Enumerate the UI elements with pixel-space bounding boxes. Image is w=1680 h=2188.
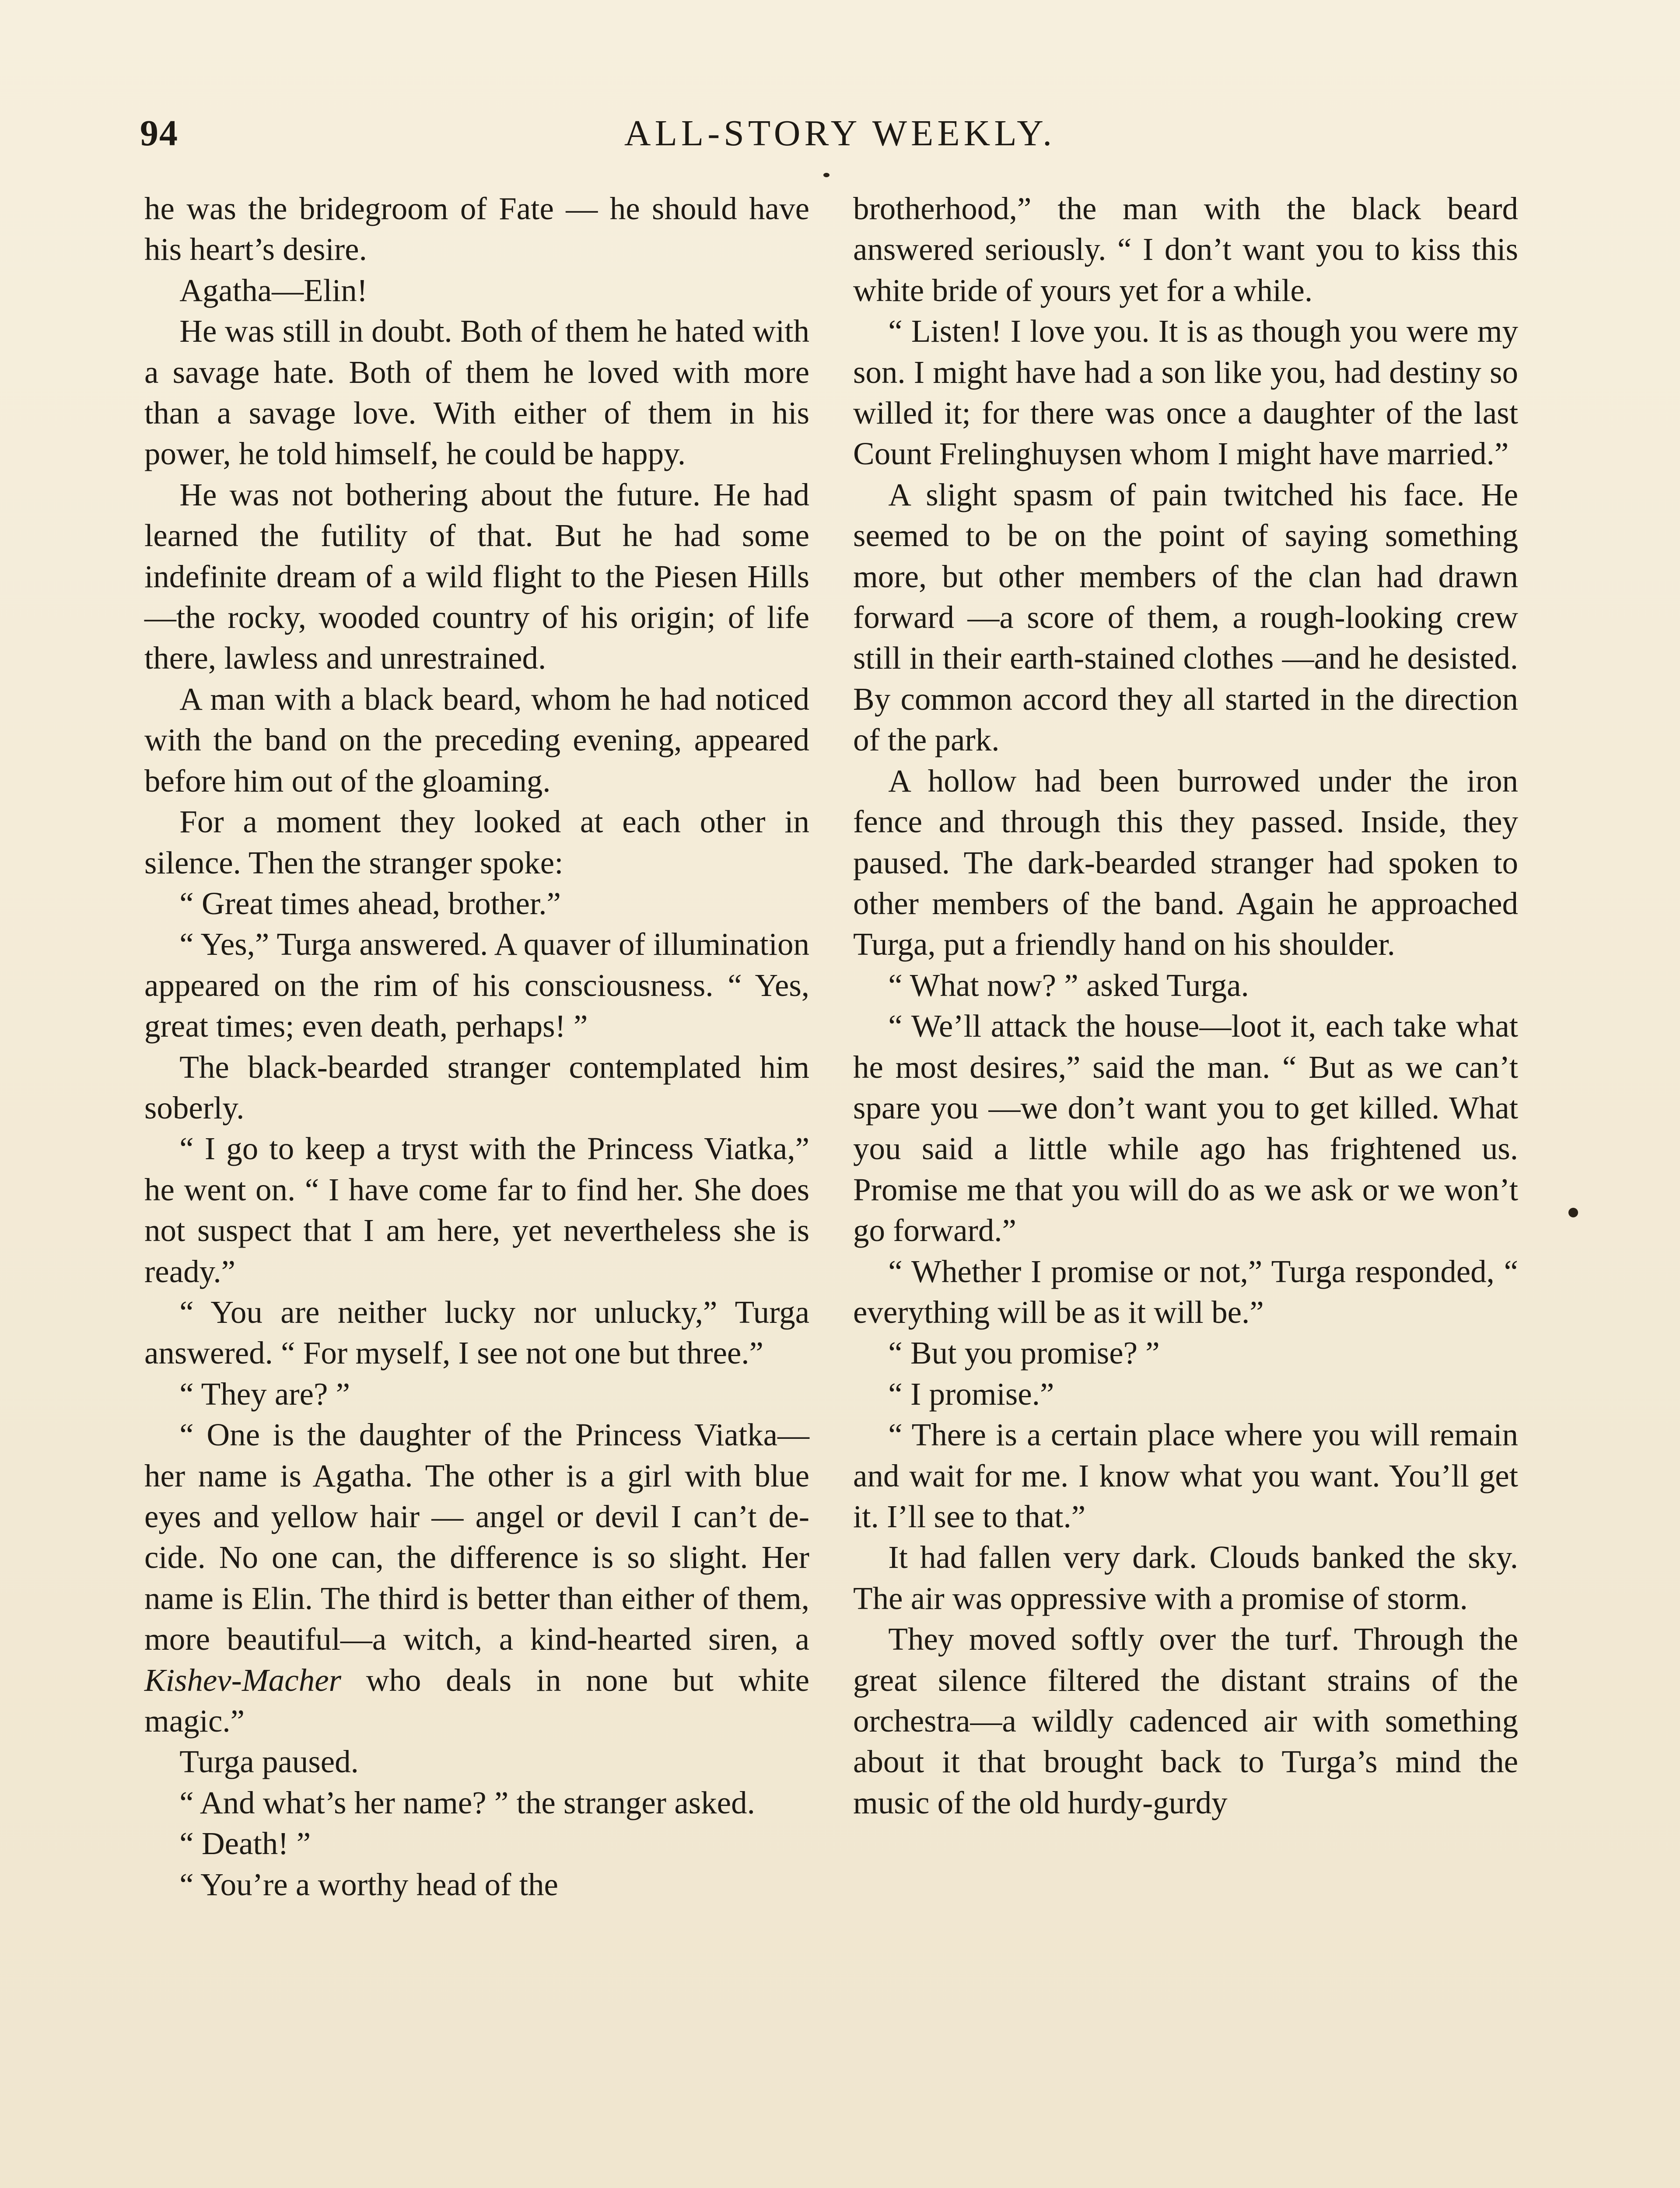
paragraph: “ There is a certain place where you will remain and wait for me. I know what you want. You’ll get it. I’ll see to that.” <box>853 1417 1518 1534</box>
paragraph: The black-bearded stranger contemplated him soberly. <box>144 1049 809 1126</box>
paragraph: “ Whether I promise or not,” Turga responded, “ everything will be as it will be.” <box>853 1253 1518 1330</box>
paragraph: he was the bridegroom of Fate — he should have his heart’s desire. <box>144 191 809 267</box>
paragraph: Turga paused. <box>179 1744 359 1780</box>
paragraph: “ I promise.” <box>888 1376 1054 1412</box>
paragraph: For a moment they looked at each other in silence. Then the stranger spoke: <box>144 804 809 880</box>
paragraph: He was not bothering about the future. He had learned the futility of that. But he had some indefinite dream of a wild flight to the Piesen Hills—the rocky, wooded country of his origin; of life there, lawless and unrestrained. <box>144 477 809 676</box>
paragraph: “ They are? ” <box>179 1376 350 1412</box>
paragraph <box>144 1414 809 1741</box>
paragraph: “ You are neither lucky nor unlucky,” Turga answered. “ For myself, I see not one but three.” <box>144 1294 809 1371</box>
paragraph: “ But you promise? ” <box>888 1335 1160 1371</box>
paragraph: “ Listen! I love you. It is as though you were my son. I might have had a son like you, had destiny so willed it; for there was once a daughter of the last Count Frelinghuysen whom I might have married.” <box>853 313 1518 472</box>
page-header <box>140 109 1540 175</box>
paragraph: “ Great times ahead, brother.” <box>179 885 561 921</box>
paragraph: “ You’re a worthy head of the <box>179 1866 558 1902</box>
ink-speck <box>1568 1208 1578 1217</box>
paragraph: “ And what’s her name? ” the stranger asked. <box>179 1785 755 1820</box>
paragraph: They moved softly over the turf. Through the great silence filtered the distant strains of the orchestra—a wildly cadenced air with something about it that brought back to Turga’s mind the music of the old hurdy-gurdy <box>853 1621 1518 1820</box>
paragraph: “ We’ll attack the house—loot it, each take what he most desires,” said the man. “ But as we can’t spare you —we don’t want you to get killed. What you said a little while ago has frightened us. Promise me that you will do as we ask or we won’t go forward.” <box>853 1008 1518 1248</box>
paragraph: It had fallen very dark. Clouds banked the sky. The air was oppressive with a promise of storm. <box>853 1539 1518 1616</box>
paragraph: “ Yes,” Turga answered. A quaver of illumination appeared on the rim of his consciousness. “ Yes, great times; even death, perhaps! ” <box>144 926 809 1044</box>
paragraph: A hollow had been burrowed under the iron fence and through this they passed. Inside, they paused. The dark-bearded stranger had spoken to other members of the band. Again he approached Turga, put a friendly hand on his shoulder. <box>853 763 1518 962</box>
emphasis-text: Kishev-Macher <box>144 1662 342 1698</box>
paragraph-text: “ One is the daughter of the Princess Viatka—her name is Agatha. The other is a girl with blue eyes and yellow hair — angel or devil I can’t decide. No one can, the difference is so slight. Her name is Elin. The third is better than either of them, more beautiful—a witch, a kind-hearted siren, a <box>144 1417 809 1657</box>
paragraph: A man with a black beard, whom he had noticed with the band on the preceding evening, appeared before him out of the gloaming. <box>144 681 809 799</box>
paragraph: A slight spasm of pain twitched his face. He seemed to be on the point of saying something more, but other members of the clan had drawn forward —a score of them, a rough-looking crew still in their earth-stained clothes —and he desisted. By common accord they all started in the direction of the park. <box>853 477 1518 758</box>
paragraph: Agatha—Elin! <box>179 272 368 308</box>
paragraph: “ I go to keep a tryst with the Princess Viatka,” he went on. “ I have come far to find her. She does not suspect that I am here, yet nevertheless she is ready.” <box>144 1131 809 1289</box>
paragraph: “ Death! ” <box>179 1826 311 1862</box>
paragraph-text: who deals in none but white magic.” <box>144 1662 809 1739</box>
running-head: ALL-STORY WEEKLY. <box>624 113 1056 154</box>
paragraph: “ What now? ” asked Turga. <box>888 967 1249 1003</box>
paragraph: brotherhood,” the man with the black beard answered seriously. “ I don’t want you to kiss this white bride of yours yet for a while. <box>853 191 1518 308</box>
paragraph: He was still in doubt. Both of them he hated with a savage hate. Both of them he loved with more than a savage love. With either of them in his power, he told himself, he could be happy. <box>144 313 809 472</box>
left-column <box>144 188 809 1905</box>
right-column <box>853 188 1518 1823</box>
ink-speck <box>823 173 830 177</box>
page-number: 94 <box>140 113 178 154</box>
